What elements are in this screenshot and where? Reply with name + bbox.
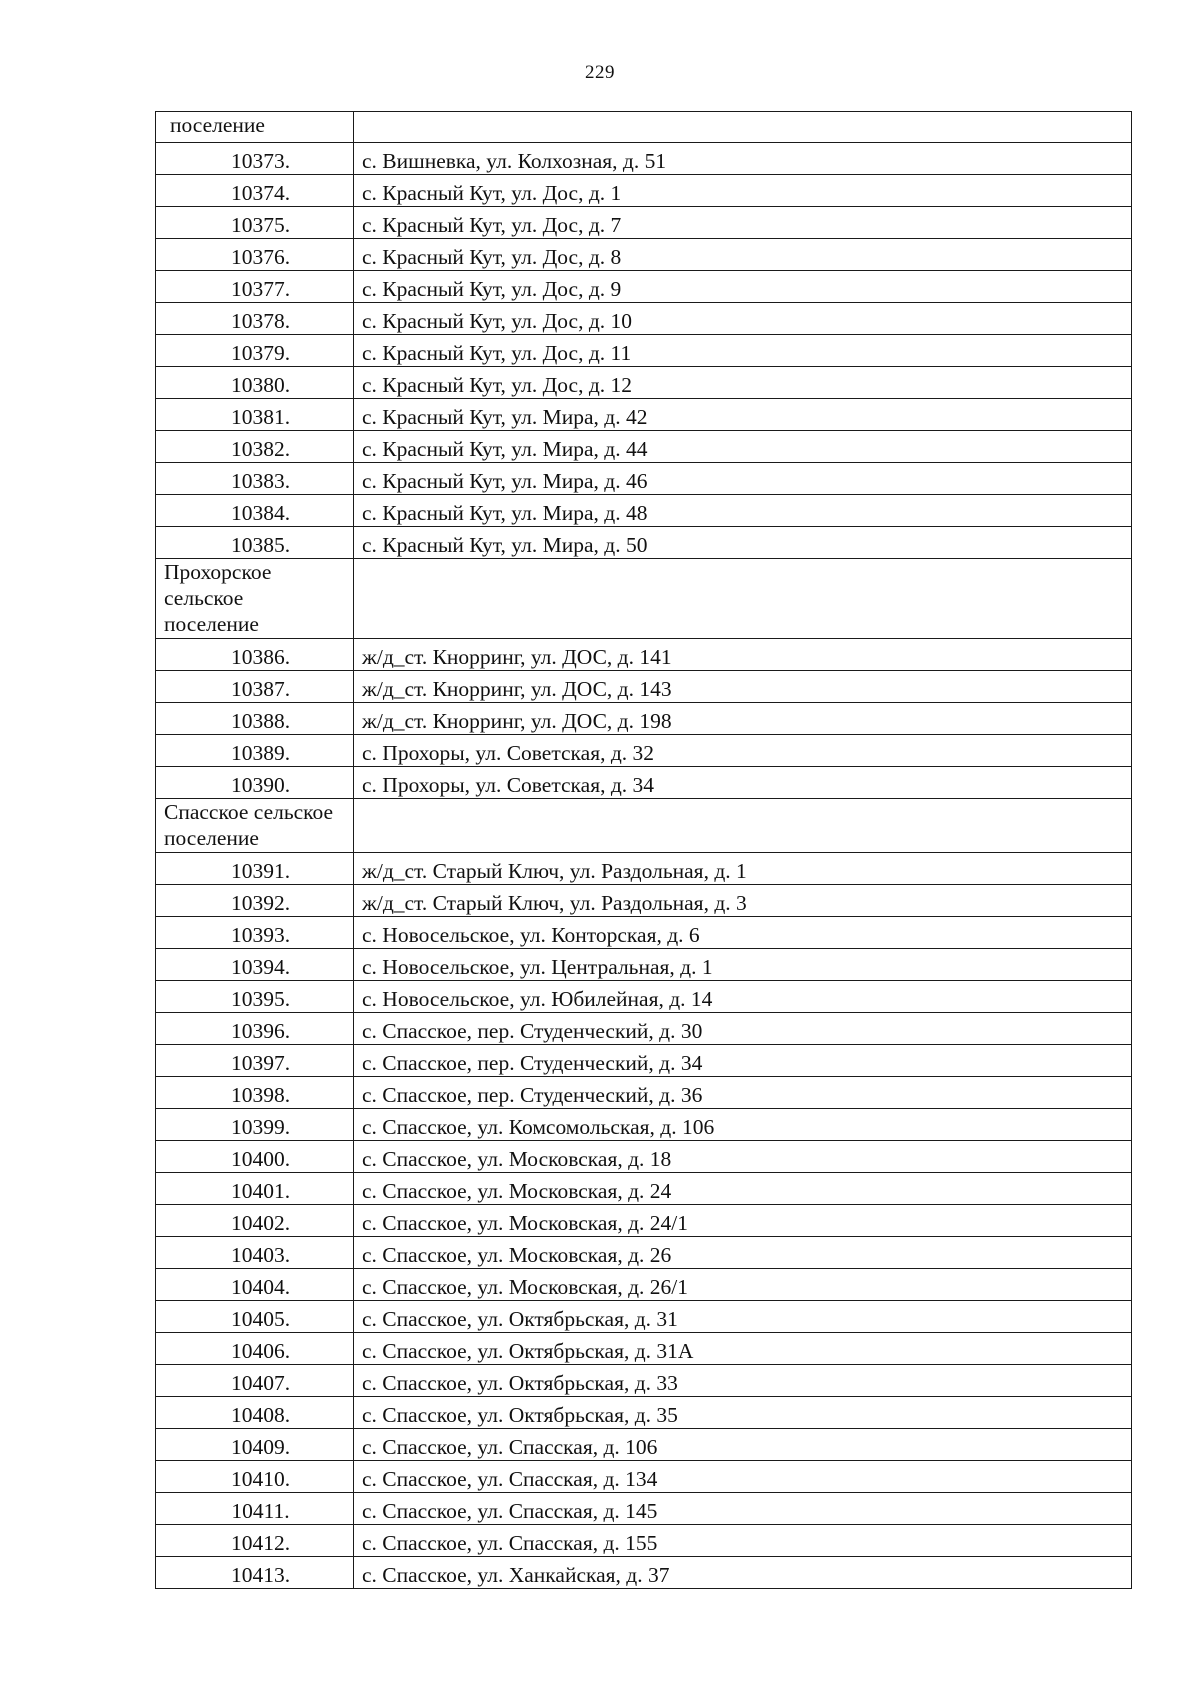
row-number: 10386. (156, 639, 354, 671)
row-address: с. Красный Кут, ул. Мира, д. 44 (354, 431, 1132, 463)
table-row (156, 271, 1132, 303)
row-number: 10381. (156, 399, 354, 431)
row-address: с. Прохоры, ул. Советская, д. 32 (354, 735, 1132, 767)
table-row (156, 949, 1132, 981)
row-number: 10412. (156, 1525, 354, 1557)
row-number: 10398. (156, 1077, 354, 1109)
row-address: с. Спасское, пер. Студенческий, д. 36 (354, 1077, 1132, 1109)
row-number: 10394. (156, 949, 354, 981)
row-number: 10409. (156, 1429, 354, 1461)
row-number: 10373. (156, 143, 354, 175)
row-number: 10384. (156, 495, 354, 527)
table-row (156, 1269, 1132, 1301)
table-row (156, 495, 1132, 527)
group-header-row (156, 559, 1132, 639)
row-address: с. Спасское, ул. Октябрьская, д. 35 (354, 1397, 1132, 1429)
table-row (156, 767, 1132, 799)
table-row (156, 239, 1132, 271)
row-address: с. Красный Кут, ул. Дос, д. 9 (354, 271, 1132, 303)
address-register-table (155, 111, 1132, 1589)
table-row (156, 143, 1132, 175)
row-address: с. Спасское, ул. Московская, д. 24/1 (354, 1205, 1132, 1237)
table-row (156, 175, 1132, 207)
table-row (156, 527, 1132, 559)
row-address: с. Новосельское, ул. Центральная, д. 1 (354, 949, 1132, 981)
row-number: 10406. (156, 1333, 354, 1365)
row-number: 10385. (156, 527, 354, 559)
group-label: поселение (156, 112, 354, 143)
row-number: 10388. (156, 703, 354, 735)
row-address: с. Красный Кут, ул. Дос, д. 7 (354, 207, 1132, 239)
group-label-line: поселение (164, 612, 259, 636)
row-number: 10393. (156, 917, 354, 949)
table-row (156, 463, 1132, 495)
table-row (156, 399, 1132, 431)
table-row (156, 671, 1132, 703)
row-number: 10403. (156, 1237, 354, 1269)
table-row (156, 1237, 1132, 1269)
row-address: с. Спасское, ул. Московская, д. 18 (354, 1141, 1132, 1173)
row-address: с. Прохоры, ул. Советская, д. 34 (354, 767, 1132, 799)
row-number: 10407. (156, 1365, 354, 1397)
group-label (156, 799, 354, 853)
group-label (156, 559, 354, 639)
row-address: ж/д_ст. Кнорринг, ул. ДОС, д. 198 (354, 703, 1132, 735)
row-address: с. Спасское, ул. Спасская, д. 145 (354, 1493, 1132, 1525)
table-row (156, 1493, 1132, 1525)
row-address: с. Вишневка, ул. Колхозная, д. 51 (354, 143, 1132, 175)
row-number: 10411. (156, 1493, 354, 1525)
table-row (156, 335, 1132, 367)
table-row (156, 431, 1132, 463)
row-number: 10402. (156, 1205, 354, 1237)
row-number: 10387. (156, 671, 354, 703)
row-number: 10395. (156, 981, 354, 1013)
table-row (156, 981, 1132, 1013)
row-address: с. Спасское, ул. Октябрьская, д. 31 (354, 1301, 1132, 1333)
register-body (156, 112, 1132, 1589)
row-address: ж/д_ст. Старый Ключ, ул. Раздольная, д. 3 (354, 885, 1132, 917)
row-number: 10379. (156, 335, 354, 367)
table-row (156, 1397, 1132, 1429)
table-row (156, 639, 1132, 671)
row-number: 10408. (156, 1397, 354, 1429)
row-address: с. Красный Кут, ул. Мира, д. 48 (354, 495, 1132, 527)
row-number: 10389. (156, 735, 354, 767)
table-row (156, 207, 1132, 239)
row-address: с. Спасское, ул. Спасская, д. 106 (354, 1429, 1132, 1461)
table-row (156, 1333, 1132, 1365)
row-number: 10378. (156, 303, 354, 335)
table-row (156, 1461, 1132, 1493)
row-number: 10404. (156, 1269, 354, 1301)
row-address: с. Новосельское, ул. Юбилейная, д. 14 (354, 981, 1132, 1013)
table-row (156, 703, 1132, 735)
table-row (156, 885, 1132, 917)
table-row (156, 1077, 1132, 1109)
row-address: с. Новосельское, ул. Конторская, д. 6 (354, 917, 1132, 949)
row-address: с. Спасское, ул. Октябрьская, д. 33 (354, 1365, 1132, 1397)
row-address: с. Спасское, ул. Спасская, д. 134 (354, 1461, 1132, 1493)
row-address: с. Красный Кут, ул. Дос, д. 10 (354, 303, 1132, 335)
row-address: ж/д_ст. Кнорринг, ул. ДОС, д. 141 (354, 639, 1132, 671)
group-address-cell-empty (354, 799, 1132, 853)
group-label-line: Спасское сельское (164, 800, 334, 824)
group-label-line: сельское (164, 586, 244, 610)
row-number: 10401. (156, 1173, 354, 1205)
row-address: с. Красный Кут, ул. Дос, д. 11 (354, 335, 1132, 367)
row-number: 10375. (156, 207, 354, 239)
row-address: с. Спасское, ул. Комсомольская, д. 106 (354, 1109, 1132, 1141)
row-number: 10390. (156, 767, 354, 799)
row-address: ж/д_ст. Кнорринг, ул. ДОС, д. 143 (354, 671, 1132, 703)
row-number: 10377. (156, 271, 354, 303)
row-address: с. Спасское, ул. Октябрьская, д. 31А (354, 1333, 1132, 1365)
table-row (156, 1429, 1132, 1461)
row-number: 10397. (156, 1045, 354, 1077)
row-address: с. Спасское, пер. Студенческий, д. 30 (354, 1013, 1132, 1045)
row-address: с. Красный Кут, ул. Мира, д. 46 (354, 463, 1132, 495)
row-number: 10396. (156, 1013, 354, 1045)
row-number: 10410. (156, 1461, 354, 1493)
group-label-line: поселение (164, 826, 259, 850)
table-row (156, 1013, 1132, 1045)
row-address: с. Красный Кут, ул. Мира, д. 50 (354, 527, 1132, 559)
row-number: 10374. (156, 175, 354, 207)
table-row (156, 1525, 1132, 1557)
row-address: с. Спасское, ул. Московская, д. 24 (354, 1173, 1132, 1205)
row-address: с. Красный Кут, ул. Дос, д. 1 (354, 175, 1132, 207)
page-number: 229 (585, 62, 615, 83)
group-header-row (156, 112, 1132, 143)
row-number: 10399. (156, 1109, 354, 1141)
row-number: 10400. (156, 1141, 354, 1173)
table-row (156, 1557, 1132, 1589)
row-number: 10383. (156, 463, 354, 495)
table-row (156, 1365, 1132, 1397)
row-address: ж/д_ст. Старый Ключ, ул. Раздольная, д. 1 (354, 853, 1132, 885)
table-row (156, 1109, 1132, 1141)
group-address-cell-empty (354, 112, 1132, 143)
table-row (156, 1301, 1132, 1333)
row-number: 10380. (156, 367, 354, 399)
table-row (156, 1045, 1132, 1077)
group-address-cell-empty (354, 559, 1132, 639)
row-address: с. Спасское, ул. Московская, д. 26/1 (354, 1269, 1132, 1301)
row-address: с. Спасское, пер. Студенческий, д. 34 (354, 1045, 1132, 1077)
table-row (156, 917, 1132, 949)
row-number: 10392. (156, 885, 354, 917)
row-number: 10382. (156, 431, 354, 463)
row-number: 10376. (156, 239, 354, 271)
row-address: с. Спасское, ул. Московская, д. 26 (354, 1237, 1132, 1269)
row-number: 10413. (156, 1557, 354, 1589)
row-number: 10391. (156, 853, 354, 885)
table-row (156, 367, 1132, 399)
row-address: с. Красный Кут, ул. Дос, д. 12 (354, 367, 1132, 399)
table-row (156, 853, 1132, 885)
row-address: с. Спасское, ул. Спасская, д. 155 (354, 1525, 1132, 1557)
table-row (156, 1205, 1132, 1237)
table-row (156, 1173, 1132, 1205)
group-label-line: Прохорское (164, 560, 272, 584)
group-header-row (156, 799, 1132, 853)
table-row (156, 1141, 1132, 1173)
table-row (156, 303, 1132, 335)
row-number: 10405. (156, 1301, 354, 1333)
row-address: с. Красный Кут, ул. Дос, д. 8 (354, 239, 1132, 271)
row-address: с. Красный Кут, ул. Мира, д. 42 (354, 399, 1132, 431)
table-row (156, 735, 1132, 767)
row-address: с. Спасское, ул. Ханкайская, д. 37 (354, 1557, 1132, 1589)
